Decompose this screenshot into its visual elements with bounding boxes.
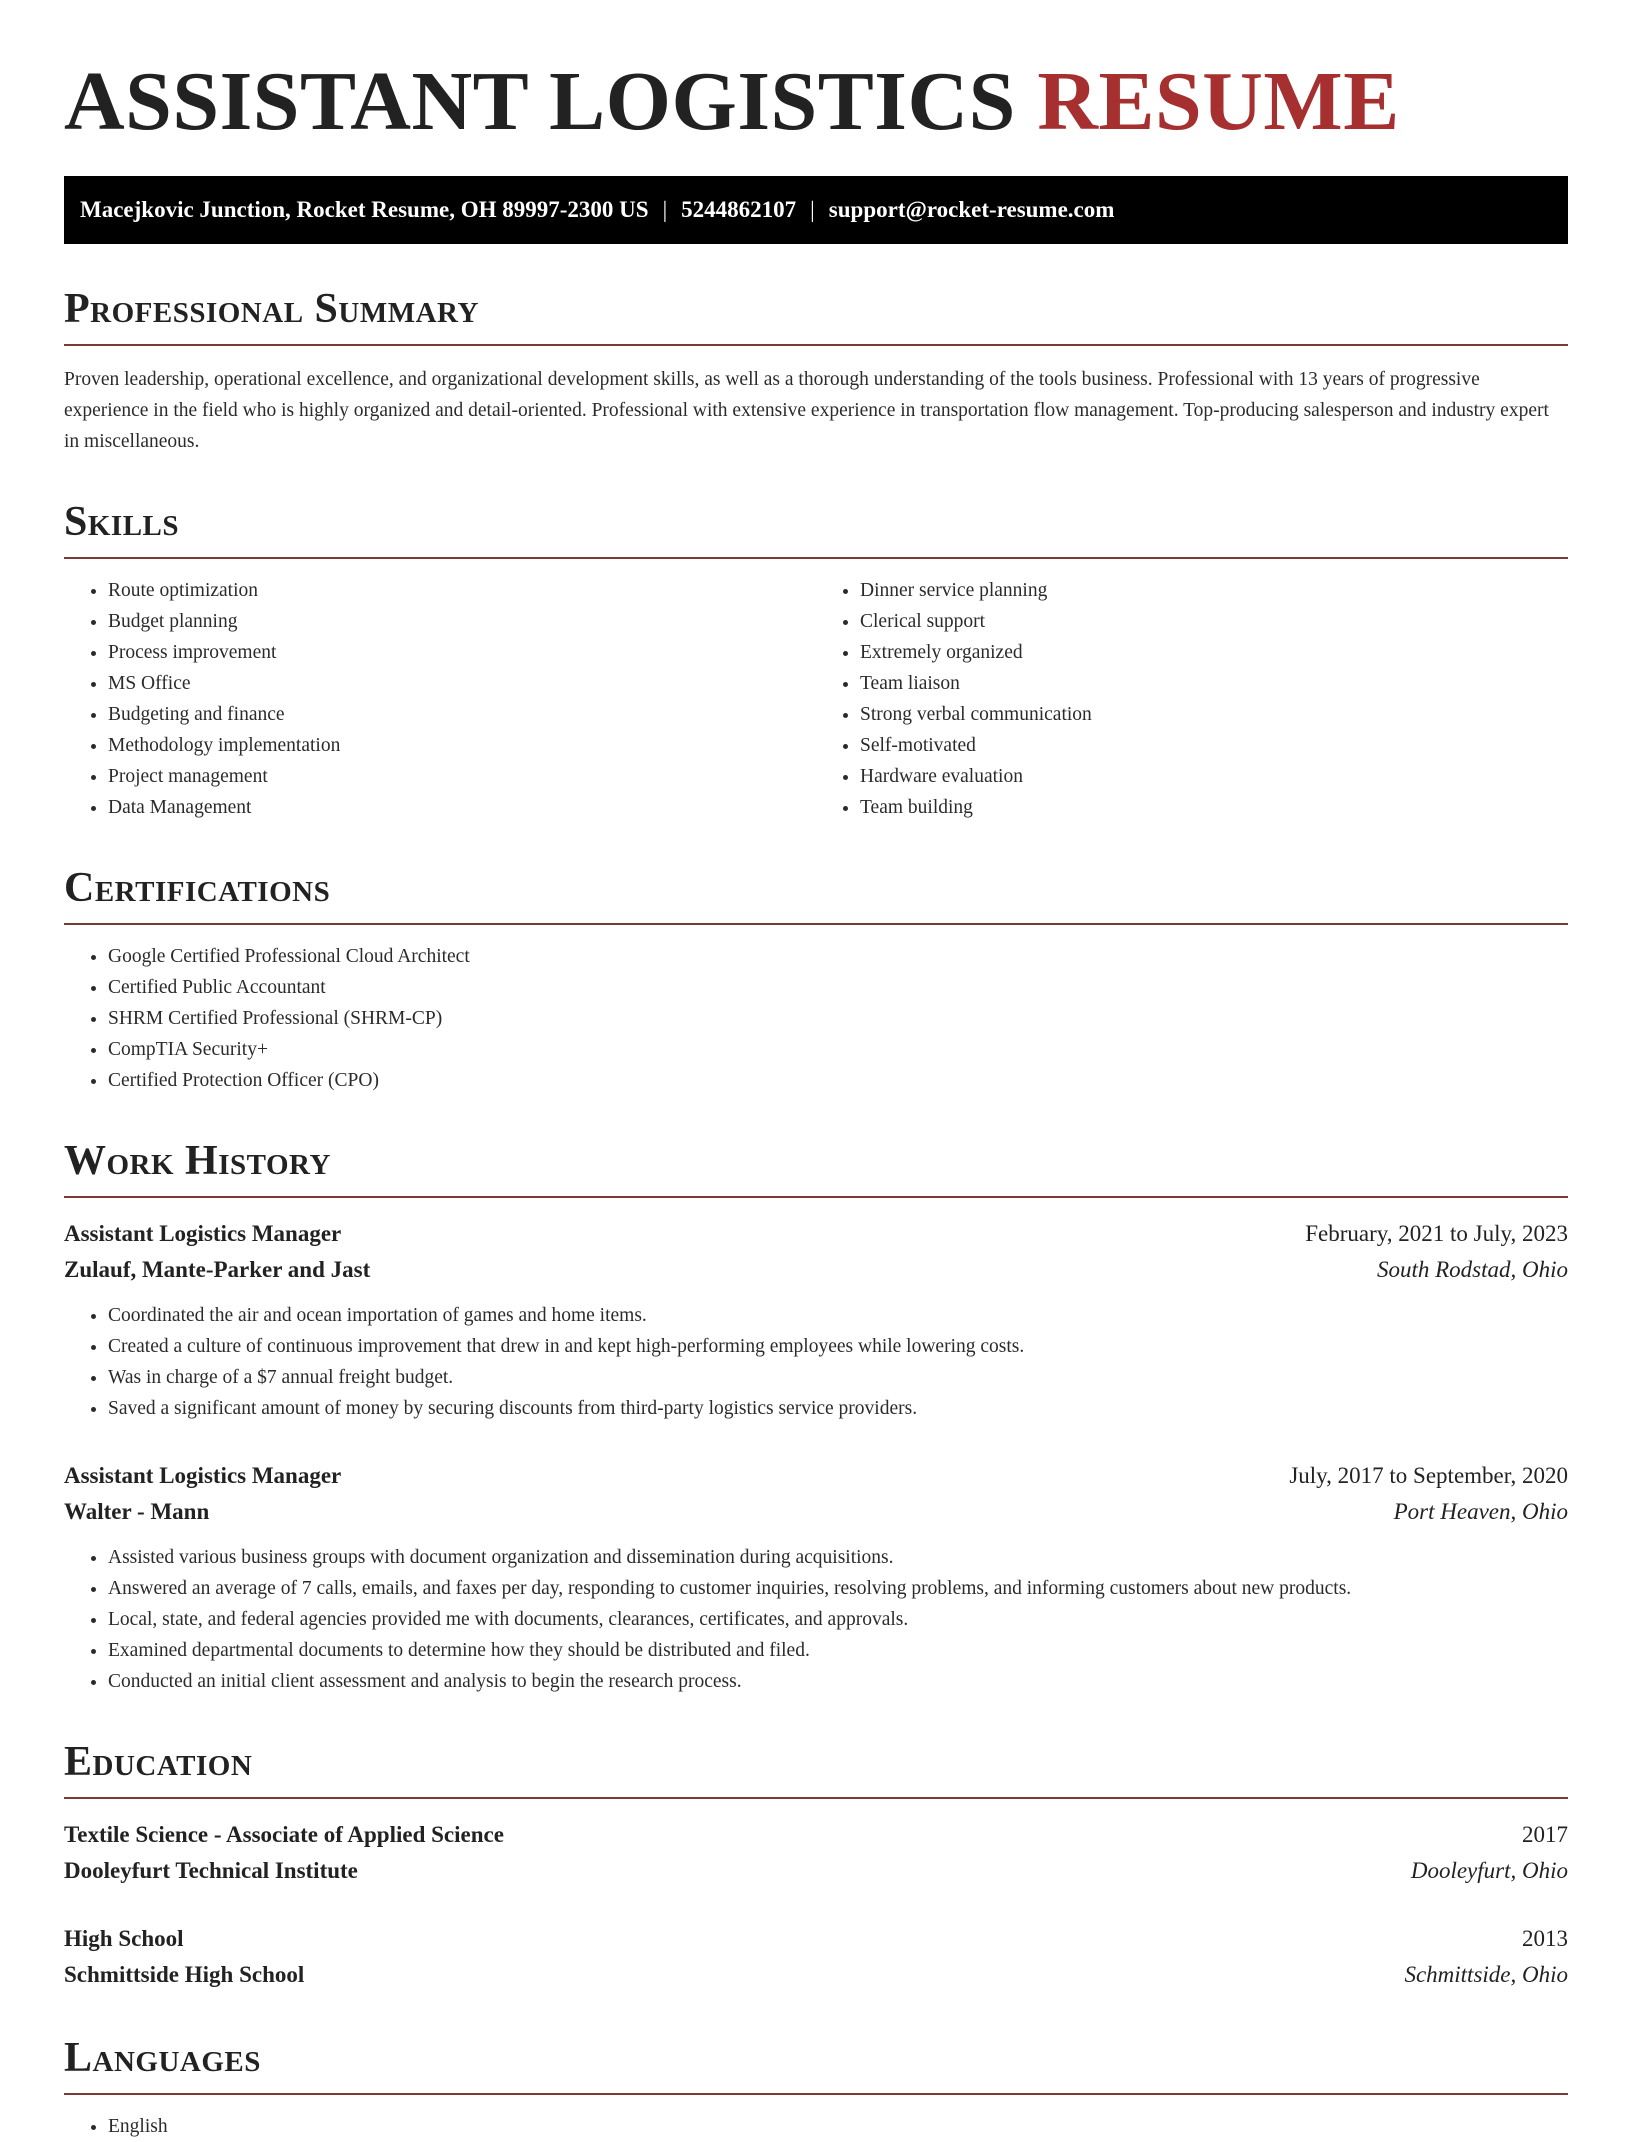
section-heading: Languages bbox=[64, 2037, 1568, 2095]
certification-item: • CompTIA Security+ bbox=[108, 1034, 1568, 1065]
contact-separator: | bbox=[662, 197, 668, 222]
job-bullets bbox=[64, 1300, 1568, 1424]
skill-item: • Data Management bbox=[108, 792, 816, 823]
skills-list-left bbox=[64, 575, 816, 823]
education-section bbox=[64, 1741, 1568, 1993]
job-entry bbox=[64, 1458, 1568, 1697]
skill-item: • Team liaison bbox=[860, 668, 1568, 699]
skill-item: • Team building bbox=[860, 792, 1568, 823]
job-company-row bbox=[64, 1494, 1568, 1530]
section-heading: Education bbox=[64, 1741, 1568, 1799]
certification-item: • Certified Protection Officer (CPO) bbox=[108, 1065, 1568, 1096]
job-bullet: • Assisted various business groups with document organization and dissemination during acquisitions. bbox=[108, 1542, 1568, 1573]
skill-item: • Process improvement bbox=[108, 637, 816, 668]
job-location: South Rodstad, Ohio bbox=[1376, 1257, 1568, 1282]
job-bullet: • Answered an average of 7 calls, emails, and faxes per day, responding to customer inquiries, resolving problems, and informing customers about new products. bbox=[108, 1573, 1568, 1604]
resume-title bbox=[64, 55, 1568, 148]
contact-email: support@rocket-resume.com bbox=[828, 197, 1115, 222]
education-school: Schmittside High School bbox=[64, 1962, 305, 1987]
contact-bar bbox=[64, 176, 1568, 244]
job-bullet: • Was in charge of a $7 annual freight budget. bbox=[108, 1362, 1568, 1393]
education-location: Schmittside, Ohio bbox=[1404, 1962, 1568, 1987]
summary-text: Proven leadership, operational excellence, and organizational development skills, as well as a thorough understanding of the tools business. Professional with 13 years of progressive experience in the field who is highly organized and detail-oriented. Professional with extensive experience in transportation flow management. Top-producing salesperson and industry expert in miscellaneous. bbox=[64, 369, 1549, 452]
education-degree: Textile Science - Associate of Applied Science bbox=[64, 1822, 504, 1847]
job-title: Assistant Logistics Manager bbox=[64, 1463, 342, 1488]
job-bullet: • Local, state, and federal agencies provided me with documents, clearances, certificates, and approvals. bbox=[108, 1604, 1568, 1635]
job-header-row bbox=[64, 1216, 1568, 1252]
job-dates: February, 2021 to July, 2023 bbox=[1305, 1221, 1568, 1246]
job-bullet: • Conducted an initial client assessment and analysis to begin the research process. bbox=[108, 1666, 1568, 1697]
skill-item: • Hardware evaluation bbox=[860, 761, 1568, 792]
section-heading: Certifications bbox=[64, 867, 1568, 925]
job-bullet: • Saved a significant amount of money by securing discounts from third-party logistics service providers. bbox=[108, 1393, 1568, 1424]
education-school-row bbox=[64, 1853, 1568, 1889]
title-accent: RESUME bbox=[1037, 55, 1400, 148]
job-bullets bbox=[64, 1542, 1568, 1697]
education-year: 2013 bbox=[1522, 1926, 1568, 1951]
skill-item: • Budgeting and finance bbox=[108, 699, 816, 730]
education-entry bbox=[64, 1921, 1568, 1993]
education-entry bbox=[64, 1817, 1568, 1889]
skill-item: • Clerical support bbox=[860, 606, 1568, 637]
job-header-row bbox=[64, 1458, 1568, 1494]
title-main: ASSISTANT LOGISTICS bbox=[64, 55, 1016, 148]
section-heading: Professional Summary bbox=[64, 288, 1568, 346]
job-bullet: • Created a culture of continuous improvement that drew in and kept high-performing employees while lowering costs. bbox=[108, 1331, 1568, 1362]
certification-item: • SHRM Certified Professional (SHRM-CP) bbox=[108, 1003, 1568, 1034]
education-school: Dooleyfurt Technical Institute bbox=[64, 1858, 358, 1883]
skill-item: • MS Office bbox=[108, 668, 816, 699]
skills-list-right bbox=[816, 575, 1568, 823]
skill-item: • Methodology implementation bbox=[108, 730, 816, 761]
section-heading: Work History bbox=[64, 1140, 1568, 1198]
skills-grid bbox=[64, 559, 1568, 823]
certification-item: • Certified Public Accountant bbox=[108, 972, 1568, 1003]
certification-item: • Google Certified Professional Cloud Architect bbox=[108, 941, 1568, 972]
job-company: Zulauf, Mante-Parker and Jast bbox=[64, 1257, 371, 1282]
certifications-list bbox=[64, 941, 1568, 1096]
contact-phone: 5244862107 bbox=[681, 197, 797, 222]
education-location: Dooleyfurt, Ohio bbox=[1410, 1858, 1568, 1883]
job-bullet: • Examined departmental documents to determine how they should be distributed and filed. bbox=[108, 1635, 1568, 1666]
languages-section bbox=[64, 2037, 1568, 2142]
contact-address: Macejkovic Junction, Rocket Resume, OH 89997-2300 US bbox=[80, 197, 649, 222]
skill-item: • Self-motivated bbox=[860, 730, 1568, 761]
education-degree: High School bbox=[64, 1926, 184, 1951]
contact-separator: | bbox=[810, 197, 815, 222]
skill-item: • Route optimization bbox=[108, 575, 816, 606]
section-heading: Skills bbox=[64, 501, 1568, 559]
skill-item: • Dinner service planning bbox=[860, 575, 1568, 606]
certifications-section bbox=[64, 867, 1568, 1096]
job-company-row bbox=[64, 1252, 1568, 1288]
job-title: Assistant Logistics Manager bbox=[64, 1221, 342, 1246]
skill-item: • Strong verbal communication bbox=[860, 699, 1568, 730]
skills-section bbox=[64, 501, 1568, 823]
job-location: Port Heaven, Ohio bbox=[1393, 1499, 1568, 1524]
job-bullet: • Coordinated the air and ocean importation of games and home items. bbox=[108, 1300, 1568, 1331]
education-degree-row bbox=[64, 1921, 1568, 1957]
job-entry bbox=[64, 1216, 1568, 1424]
languages-list bbox=[64, 2111, 1568, 2142]
skill-item: • Budget planning bbox=[108, 606, 816, 637]
skill-item: • Project management bbox=[108, 761, 816, 792]
education-degree-row bbox=[64, 1817, 1568, 1853]
job-dates: July, 2017 to September, 2020 bbox=[1289, 1463, 1568, 1488]
work-history-section bbox=[64, 1140, 1568, 1697]
summary-section bbox=[64, 288, 1568, 457]
language-item: • English bbox=[108, 2111, 1568, 2142]
education-year: 2017 bbox=[1522, 1822, 1568, 1847]
job-company: Walter - Mann bbox=[64, 1499, 210, 1524]
skill-item: • Extremely organized bbox=[860, 637, 1568, 668]
education-school-row bbox=[64, 1957, 1568, 1993]
